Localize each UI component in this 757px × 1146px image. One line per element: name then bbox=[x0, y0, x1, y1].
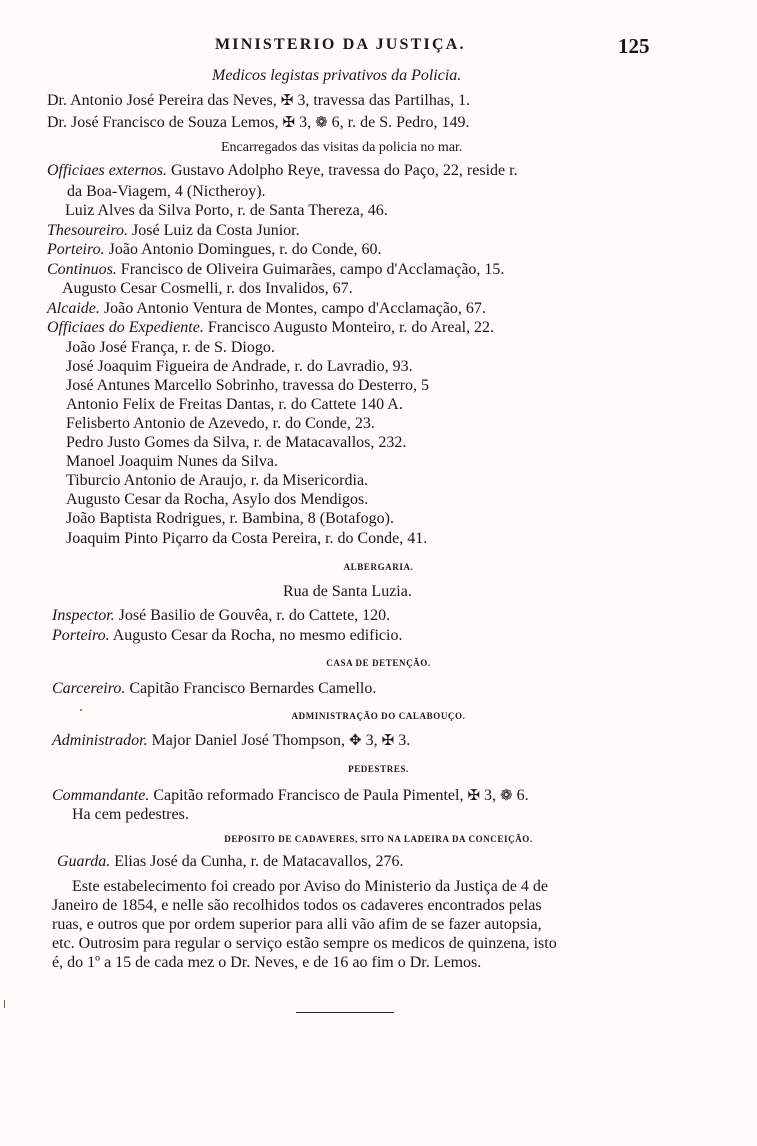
role-label: Inspector. bbox=[52, 607, 115, 624]
porteiro-line bbox=[47, 240, 382, 259]
running-title: MINISTERIO DA JUSTIÇA. bbox=[215, 36, 466, 53]
page-header bbox=[0, 36, 757, 66]
entry-mid: 3, bbox=[484, 787, 497, 804]
entry-text: João Antonio Ventura de Montes, campo d'Acclamação, 67. bbox=[103, 300, 486, 317]
officiaes-externos-line bbox=[47, 161, 518, 180]
list-item: Felisberto Antonio de Azevedo, r. do Conde, 23. bbox=[66, 415, 375, 432]
role-label: Commandante. bbox=[52, 787, 150, 804]
list-item: Joaquim Pinto Piçarro da Costa Pereira, r. do Conde, 41. bbox=[66, 530, 428, 547]
list-item: Augusto Cesar da Rocha, Asylo dos Mendigos. bbox=[66, 491, 369, 508]
entry-text: Elias José da Cunha, r. de Matacavallos, 276. bbox=[114, 853, 404, 870]
list-item: João Baptista Rodrigues, r. Bambina, 8 (Botafogo). bbox=[66, 510, 394, 527]
role-label: Continuos. bbox=[47, 261, 117, 278]
continuos-line bbox=[47, 260, 504, 279]
role-label: Guarda. bbox=[57, 853, 111, 870]
rose-order-icon: ❁ bbox=[315, 115, 328, 131]
rose-order-icon: ❁ bbox=[500, 788, 513, 804]
role-label: Porteiro. bbox=[47, 241, 105, 258]
entry-line: Augusto Cesar Cosmelli, r. dos Invalidos, 67. bbox=[62, 280, 353, 297]
list-item: Manoel Joaquim Nunes da Silva. bbox=[66, 453, 278, 470]
paragraph-line: etc. Outrosim para regular o serviço estão sempre os medicos de quinzena, isto bbox=[52, 935, 557, 952]
role-label: Administrador. bbox=[52, 732, 148, 749]
entry-detail: 6, r. de S. Pedro, 149. bbox=[331, 114, 470, 131]
title-prefix: Dr. bbox=[47, 92, 67, 109]
commandante-line bbox=[52, 786, 529, 806]
role-label: Officiaes do Expediente. bbox=[47, 319, 204, 336]
entry-text: Capitão reformado Francisco de Paula Pimentel, bbox=[153, 787, 464, 804]
cross-order-icon: ✠ bbox=[381, 733, 395, 749]
section-caption-casa-detencao: CASA DE DETENÇÃO. bbox=[326, 658, 431, 668]
guarda-line bbox=[57, 852, 403, 871]
closing-rule bbox=[296, 1012, 394, 1013]
entry-line: Luiz Alves da Silva Porto, r. de Santa Thereza, 46. bbox=[65, 202, 388, 219]
list-item: Tiburcio Antonio de Araujo, r. da Misericordia. bbox=[66, 472, 369, 489]
entry-text: João Antonio Domingues, r. do Conde, 60. bbox=[108, 241, 382, 258]
person-name: Antonio José Pereira das Neves, bbox=[70, 92, 277, 109]
title-prefix: Dr. bbox=[47, 114, 67, 131]
medico-entry bbox=[47, 113, 469, 133]
inspector-line bbox=[52, 606, 390, 625]
section-caption-calabouco: ADMINISTRAÇÃO DO CALABOUÇO. bbox=[291, 711, 466, 721]
entry-mid: 3, bbox=[365, 732, 378, 749]
section-heading-encarregados: Encarregados das visitas da policia no mar. bbox=[221, 140, 463, 155]
cross-order-icon: ✠ bbox=[467, 788, 481, 804]
list-item: João José França, r. de S. Diogo. bbox=[66, 339, 275, 356]
street-heading: Rua de Santa Luzia. bbox=[283, 583, 412, 600]
paragraph-line: é, do 1º a 15 de cada mez o Dr. Neves, e de 16 ao fim o Dr. Lemos. bbox=[52, 954, 482, 971]
entry-text: Francisco de Oliveira Guimarães, campo d'Acclamação, 15. bbox=[120, 261, 505, 278]
entry-mid: 3, bbox=[299, 114, 312, 131]
paper-speck bbox=[4, 1000, 5, 1008]
alcaide-line bbox=[47, 299, 486, 318]
list-item: Antonio Felix de Freitas Dantas, r. do Cattete 140 A. bbox=[66, 396, 403, 413]
entry-text: Capitão Francisco Bernardes Camello. bbox=[129, 680, 377, 697]
section-caption-deposito: DEPOSITO DE CADAVERES, SITO NA LADEIRA DA CONCEIÇÃO. bbox=[224, 834, 533, 844]
entry-text: Francisco Augusto Monteiro, r. do Areal, 22. bbox=[207, 319, 495, 336]
section-heading-medicos: Medicos legistas privativos da Policia. bbox=[212, 67, 462, 84]
paragraph-line: Este estabelecimento foi creado por Aviso do Ministerio da Justiça de 4 de bbox=[72, 878, 549, 895]
porteiro-line bbox=[52, 626, 402, 645]
role-label: Officiaes externos. bbox=[47, 162, 167, 179]
entry-detail: 3. bbox=[398, 732, 411, 749]
entry-text: José Basilio de Gouvêa, r. do Cattete, 120. bbox=[118, 607, 391, 624]
cross-order-icon: ✠ bbox=[282, 115, 296, 131]
page-number: 125 bbox=[618, 34, 650, 58]
entry-detail: 6. bbox=[516, 787, 529, 804]
list-item: José Joaquim Figueira de Andrade, r. do Lavradio, 93. bbox=[66, 358, 413, 375]
role-label: Alcaide. bbox=[47, 300, 100, 317]
person-name: José Francisco de Souza Lemos, bbox=[71, 114, 279, 131]
entry-continuation: Ha cem pedestres. bbox=[72, 806, 189, 823]
role-label: Thesoureiro. bbox=[47, 222, 129, 239]
entry-text: Major Daniel José Thompson, bbox=[151, 732, 346, 749]
list-item: José Antunes Marcello Sobrinho, travessa do Desterro, 5 bbox=[66, 377, 430, 394]
entry-text: Gustavo Adolpho Reye, travessa do Paço, 22, reside r. bbox=[170, 162, 518, 179]
medico-entry bbox=[47, 91, 470, 111]
officiaes-expediente-line bbox=[47, 318, 494, 337]
thesoureiro-line bbox=[47, 221, 300, 240]
entry-detail: 3, travessa das Partilhas, 1. bbox=[297, 92, 471, 109]
section-caption-pedestres: PEDESTRES. bbox=[348, 764, 409, 774]
entry-continuation: da Boa-Viagem, 4 (Nictheroy). bbox=[67, 183, 266, 200]
paragraph-line: ruas, e outros que por ordem superior para alli vão afim de se fazer autopsia, bbox=[52, 916, 542, 933]
cross-order-icon: ✠ bbox=[280, 93, 294, 109]
list-item: Pedro Justo Gomes da Silva, r. de Matacavallos, 232. bbox=[66, 434, 407, 451]
carcereiro-line bbox=[52, 679, 376, 698]
paper-speck bbox=[80, 709, 82, 711]
entry-text: José Luiz da Costa Junior. bbox=[132, 222, 300, 239]
role-label: Porteiro. bbox=[52, 627, 110, 644]
administrador-line bbox=[52, 731, 410, 751]
role-label: Carcereiro. bbox=[52, 680, 126, 697]
section-caption-albergaria: ALBERGARIA. bbox=[343, 562, 414, 572]
entry-text: Augusto Cesar da Rocha, no mesmo edificio. bbox=[112, 627, 403, 644]
paragraph-line: Janeiro de 1854, e nelle são recolhidos todos os cadaveres encontrados pelas bbox=[52, 897, 542, 914]
cross-order-icon: ✥ bbox=[349, 733, 362, 749]
